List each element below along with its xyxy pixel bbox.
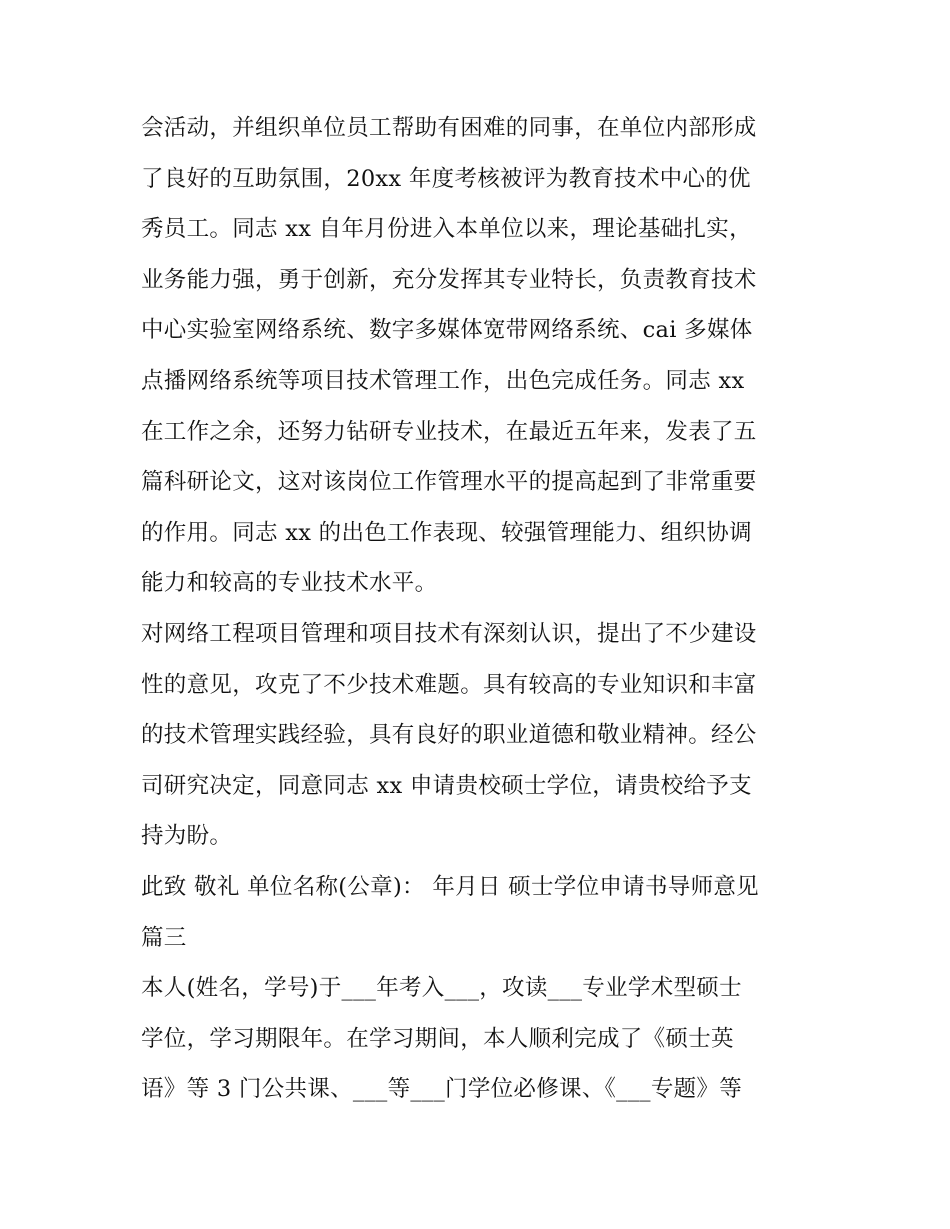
text-line: 本人(姓名，学号)于___年考入___，攻读___专业学术型硕士 — [141, 975, 742, 1002]
text-line: 的作用。同志 xx 的出色工作表现、较强管理能力、组织协调 — [141, 519, 752, 546]
text-line: 了良好的互助氛围，20xx 年度考核被评为教育技术中心的优 — [141, 165, 751, 192]
document-body — [141, 103, 821, 1115]
text-line: 秀员工。同志 xx 自年月份进入本单位以来，理论基础扎实， — [141, 216, 752, 243]
text-line: 司研究决定，同意同志 xx 申请贵校硕士学位，请贵校给予支 — [141, 772, 752, 799]
text-line: 能力和较高的专业技术水平。 — [141, 570, 438, 597]
text-line: 性的意见，攻克了不少技术难题。具有较高的专业知识和丰富 — [141, 671, 757, 698]
text-line: 会活动，并组织单位员工帮助有困难的同事，在单位内部形成 — [141, 115, 757, 141]
text-line: 此致 敬礼 单位名称(公章)： 年月日 硕士学位申请书导师意见 — [141, 873, 759, 900]
text-line: 点播网络系统等项目技术管理工作，出色完成任务。同志 xx — [141, 367, 745, 394]
text-line: 对网络工程项目管理和项目技术有深刻认识，提出了不少建设 — [141, 620, 757, 647]
text-line: 语》等 3 门公共课、___等___门学位必修课、《___专题》等 — [141, 1076, 743, 1103]
text-line: 业务能力强，勇于创新，充分发挥其专业特长，负责教育技术 — [141, 266, 757, 293]
text-line: 在工作之余，还努力钻研专业技术，在最近五年来，发表了五 — [141, 418, 757, 445]
section-heading: 篇三 — [141, 924, 187, 951]
text-line: 篇科研论文，这对该岗位工作管理水平的提高起到了非常重要 — [141, 469, 757, 496]
text-line: 的技术管理实践经验，具有良好的职业道德和敬业精神。经公 — [141, 722, 757, 749]
text-line: 学位，学习期限年。在学习期间，本人顺利完成了《硕士英 — [141, 1025, 734, 1052]
text-line: 中心实验室网络系统、数字多媒体宽带网络系统、cai 多媒体 — [141, 317, 753, 344]
text-line: 持为盼。 — [141, 823, 233, 850]
